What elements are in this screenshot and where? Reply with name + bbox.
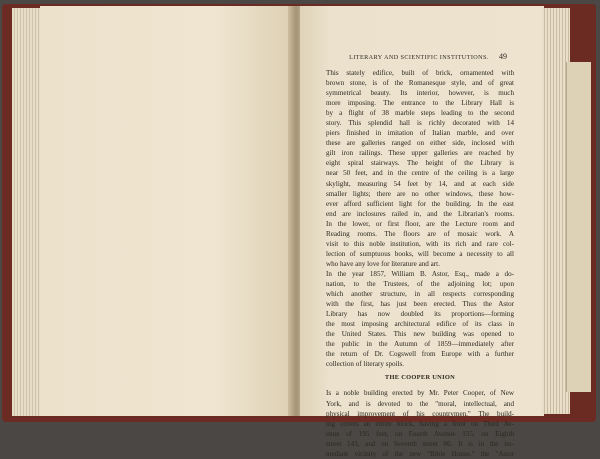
text-line: Is a noble building erected by Mr. Peter Cooper, of New [326,389,514,398]
text-line: Library has now doubled its proportions—forming [326,310,514,319]
text-line: these are galleries ranged on either side, inclosed with [326,139,514,148]
text-line: enue of 195 feet, on Fourth Avenue 155, on Eighth [326,429,514,438]
running-head: LITERARY AND SCIENTIFIC INSTITUTIONS. [349,54,489,61]
text-line: York, and is devoted to the "moral, intellectual, and [326,399,514,408]
text-line: with the first, has just been erected. Thus the Astor [326,300,514,309]
text-line: ever afford sufficient light for the building. In the east [326,199,514,208]
text-line: the return of Dr. Cogswell from Europe with a further [326,350,514,359]
left-page-blank [40,6,292,416]
text-line: end are inclosures railed in, and the Librarian's rooms. [326,209,514,218]
text-line: eight spiral stairways. The height of the Library is [326,159,514,168]
section-heading: THE COOPER UNION [384,374,456,382]
body-text [326,68,514,459]
text-line: near 50 feet, and in the centre of the ceiling is a large [326,169,514,178]
text-line: lection of sumptuous books, will become a necessity to all [326,249,514,258]
text-line: ing covers an entire block, having a front on Third Av- [326,419,514,428]
text-line: mediate vicinity of the new "Bible House," the "Astor [326,449,514,458]
text-line: street 143, and on Seventh street 86. It is in the im- [326,439,514,448]
text-line: which another structure, in all respects corresponding [326,290,514,299]
paper-slip [566,62,591,392]
text-line: In the lower, or first floor, are the Lecture room and [326,219,514,228]
text-line: Reading rooms. The floors are of mosaic work. A [326,229,514,238]
text-line: by a flight of 38 marble steps leading to the second [326,109,514,118]
text-line: the most imposing architectural edifice of its class in [326,320,514,329]
text-line: physical improvement of his countrymen." The build- [326,409,514,418]
text-line: story. This splendid hall is richly decorated with 14 [326,119,514,128]
text-line: smaller lights; there are no other windows, these how- [326,189,514,198]
page-number: 49 [499,52,507,61]
text-line: more imposing. The entrance to the Library Hall is [326,99,514,108]
text-line: the United States. This new building was opened to [326,330,514,339]
text-line: In the year 1857, William B. Astor, Esq., made a do- [326,269,514,278]
text-line: nation, to the Trustees, of the adjoining lot; upon [326,279,514,288]
text-line: This stately edifice, built of brick, ornamented with [326,69,514,77]
text-line: collection of literary spoils. [326,360,405,369]
text-line: visit to this noble institution, with its rich and rare col- [326,239,514,248]
text-line: gilt iron railings. These upper galleries are reached by [326,149,514,158]
text-line: brown stone, is of the Romanesque style, and of great [326,79,514,88]
text-line: who have any love for literature and art. [326,259,440,268]
left-page-edges [12,8,42,416]
text-line: symmetrical beauty. Its interior, however, is much [326,89,514,98]
text-line: the public in the Autumn of 1859—immediately after [326,340,514,349]
text-line: piers finished in imitation of Italian marble, and over [326,129,514,138]
text-line: skylight, measuring 54 feet by 14, and at each side [326,179,514,188]
